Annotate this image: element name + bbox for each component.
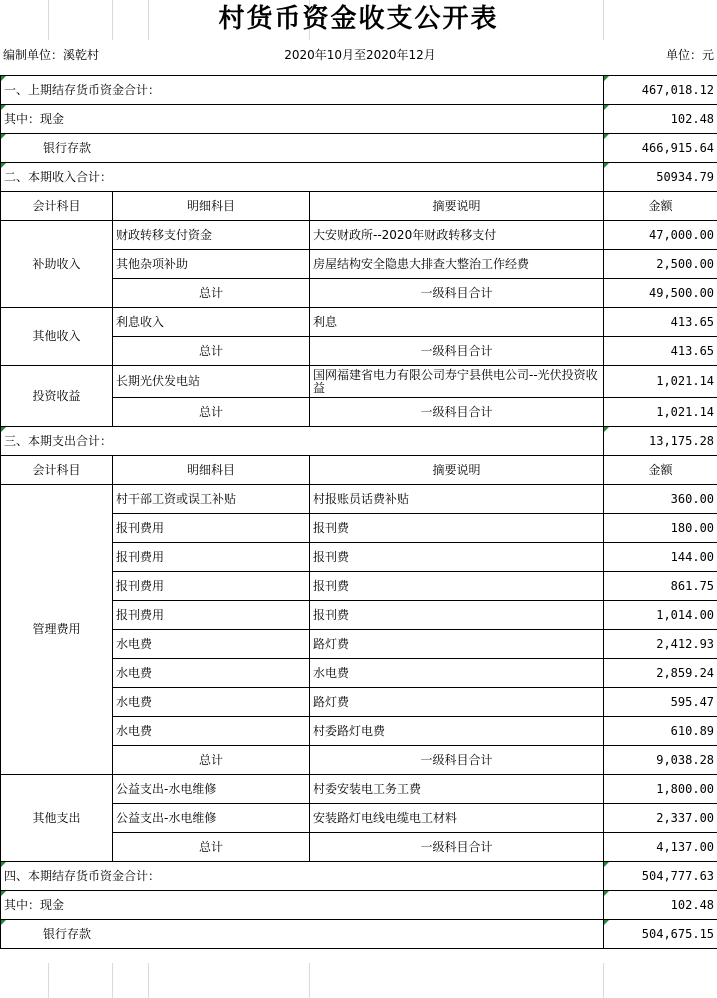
detail-cell: 报刊费用 — [113, 514, 310, 543]
ending-bank-row — [1, 920, 717, 949]
table-row — [1, 221, 717, 250]
total-amount: 1,021.14 — [604, 398, 717, 427]
page-title: 村货币资金收支公开表 — [218, 4, 499, 34]
desc-cell: 水电费 — [310, 659, 604, 688]
desc-cell: 村委安装电工务工费 — [310, 775, 604, 804]
total-amount: 4,137.00 — [604, 833, 717, 862]
grid-line — [603, 963, 604, 998]
detail-cell: 水电费 — [113, 630, 310, 659]
desc-cell: 国网福建省电力有限公司寿宁县供电公司--光伏投资收益 — [310, 366, 604, 398]
total-label: 总计 — [113, 833, 310, 862]
desc-cell: 路灯费 — [310, 688, 604, 717]
amount-cell: 2,500.00 — [604, 250, 717, 279]
total-amount: 413.65 — [604, 337, 717, 366]
detail-cell: 公益支出-水电维修 — [113, 775, 310, 804]
ending-balance-row — [1, 862, 717, 891]
income-total-row — [1, 163, 717, 192]
header-detail: 明细科目 — [113, 192, 310, 221]
desc-cell: 报刊费 — [310, 601, 604, 630]
total-label: 总计 — [113, 279, 310, 308]
amount-cell: 413.65 — [604, 308, 717, 337]
detail-cell: 水电费 — [113, 717, 310, 746]
total-desc: 一级科目合计 — [310, 398, 604, 427]
total-desc: 一级科目合计 — [310, 833, 604, 862]
ending-cash-value: 102.48 — [604, 891, 717, 920]
table-row — [1, 775, 717, 804]
header-amount: 金额 — [604, 456, 717, 485]
amount-cell: 1,021.14 — [604, 366, 717, 398]
header-account: 会计科目 — [1, 192, 113, 221]
expense-total-row — [1, 427, 717, 456]
detail-cell: 报刊费用 — [113, 572, 310, 601]
detail-cell: 水电费 — [113, 688, 310, 717]
grid-line — [309, 963, 310, 998]
amount-cell: 2,412.93 — [604, 630, 717, 659]
income-total-value: 50934.79 — [604, 163, 717, 192]
prior-balance-label: 一、上期结存货币资金合计： — [1, 76, 604, 105]
prior-cash-row — [1, 105, 717, 134]
account-group: 其他收入 — [1, 308, 113, 366]
prior-cash-value: 102.48 — [604, 105, 717, 134]
ending-balance-label: 四、本期结存货币资金合计： — [1, 862, 604, 891]
amount-cell: 1,014.00 — [604, 601, 717, 630]
total-desc: 一级科目合计 — [310, 279, 604, 308]
prior-balance-value: 467,018.12 — [604, 76, 717, 105]
prior-balance-row — [1, 76, 717, 105]
detail-cell: 报刊费用 — [113, 543, 310, 572]
expense-header-row — [1, 456, 717, 485]
amount-cell: 2,859.24 — [604, 659, 717, 688]
ending-cash-label: 其中：现金 — [1, 891, 604, 920]
prior-bank-value: 466,915.64 — [604, 134, 717, 163]
amount-cell: 180.00 — [604, 514, 717, 543]
amount-cell: 595.47 — [604, 688, 717, 717]
header-detail: 明细科目 — [113, 456, 310, 485]
desc-cell: 大安财政所--2020年财政转移支付 — [310, 221, 604, 250]
detail-cell: 长期光伏发电站 — [113, 366, 310, 398]
detail-cell: 水电费 — [113, 659, 310, 688]
total-desc: 一级科目合计 — [310, 337, 604, 366]
currency-unit: 单位：元 — [665, 47, 714, 62]
ending-balance-value: 504,777.63 — [604, 862, 717, 891]
desc-cell: 利息 — [310, 308, 604, 337]
desc-cell: 报刊费 — [310, 543, 604, 572]
table-row — [1, 485, 717, 514]
detail-cell: 利息收入 — [113, 308, 310, 337]
expense-total-label: 三、本期支出合计： — [1, 427, 604, 456]
amount-cell: 610.89 — [604, 717, 717, 746]
compiling-unit: 编制单位：溪乾村 — [3, 47, 100, 62]
expense-total-value: 13,175.28 — [604, 427, 717, 456]
prior-cash-label: 其中：现金 — [1, 105, 604, 134]
grid-line — [148, 963, 149, 998]
prior-bank-label: 银行存款 — [1, 134, 604, 163]
desc-cell: 村报账员话费补贴 — [310, 485, 604, 514]
period: 2020年10月至2020年12月 — [284, 47, 436, 62]
header-desc: 摘要说明 — [310, 456, 604, 485]
total-amount: 49,500.00 — [604, 279, 717, 308]
amount-cell: 861.75 — [604, 572, 717, 601]
header-amount: 金额 — [604, 192, 717, 221]
total-label: 总计 — [113, 746, 310, 775]
account-group: 投资收益 — [1, 366, 113, 427]
amount-cell: 360.00 — [604, 485, 717, 514]
header-account: 会计科目 — [1, 456, 113, 485]
bottom-grid — [0, 963, 717, 998]
grid-line — [112, 963, 113, 998]
ending-cash-row — [1, 891, 717, 920]
ending-bank-value: 504,675.15 — [604, 920, 717, 949]
table-row — [1, 366, 717, 398]
funds-table — [0, 75, 717, 949]
total-label: 总计 — [113, 398, 310, 427]
detail-cell: 村干部工资或误工补贴 — [113, 485, 310, 514]
desc-cell: 村委路灯电费 — [310, 717, 604, 746]
table-row — [1, 308, 717, 337]
prior-bank-row — [1, 134, 717, 163]
desc-cell: 房屋结构安全隐患大排查大整治工作经费 — [310, 250, 604, 279]
detail-cell: 财政转移支付资金 — [113, 221, 310, 250]
desc-cell: 报刊费 — [310, 572, 604, 601]
detail-cell: 公益支出-水电维修 — [113, 804, 310, 833]
funds-table-body — [1, 76, 717, 949]
detail-cell: 报刊费用 — [113, 601, 310, 630]
income-total-label: 二、本期收入合计： — [1, 163, 604, 192]
meta-row — [0, 40, 717, 70]
detail-cell: 其他杂项补助 — [113, 250, 310, 279]
account-group: 补助收入 — [1, 221, 113, 308]
amount-cell: 2,337.00 — [604, 804, 717, 833]
total-amount: 9,038.28 — [604, 746, 717, 775]
total-desc: 一级科目合计 — [310, 746, 604, 775]
desc-cell: 安装路灯电线电缆电工材料 — [310, 804, 604, 833]
amount-cell: 144.00 — [604, 543, 717, 572]
account-group: 管理费用 — [1, 485, 113, 775]
income-header-row — [1, 192, 717, 221]
desc-cell: 报刊费 — [310, 514, 604, 543]
grid-line — [48, 963, 49, 998]
header-desc: 摘要说明 — [310, 192, 604, 221]
amount-cell: 47,000.00 — [604, 221, 717, 250]
total-label: 总计 — [113, 337, 310, 366]
desc-cell: 路灯费 — [310, 630, 604, 659]
ending-bank-label: 银行存款 — [1, 920, 604, 949]
account-group: 其他支出 — [1, 775, 113, 862]
amount-cell: 1,800.00 — [604, 775, 717, 804]
